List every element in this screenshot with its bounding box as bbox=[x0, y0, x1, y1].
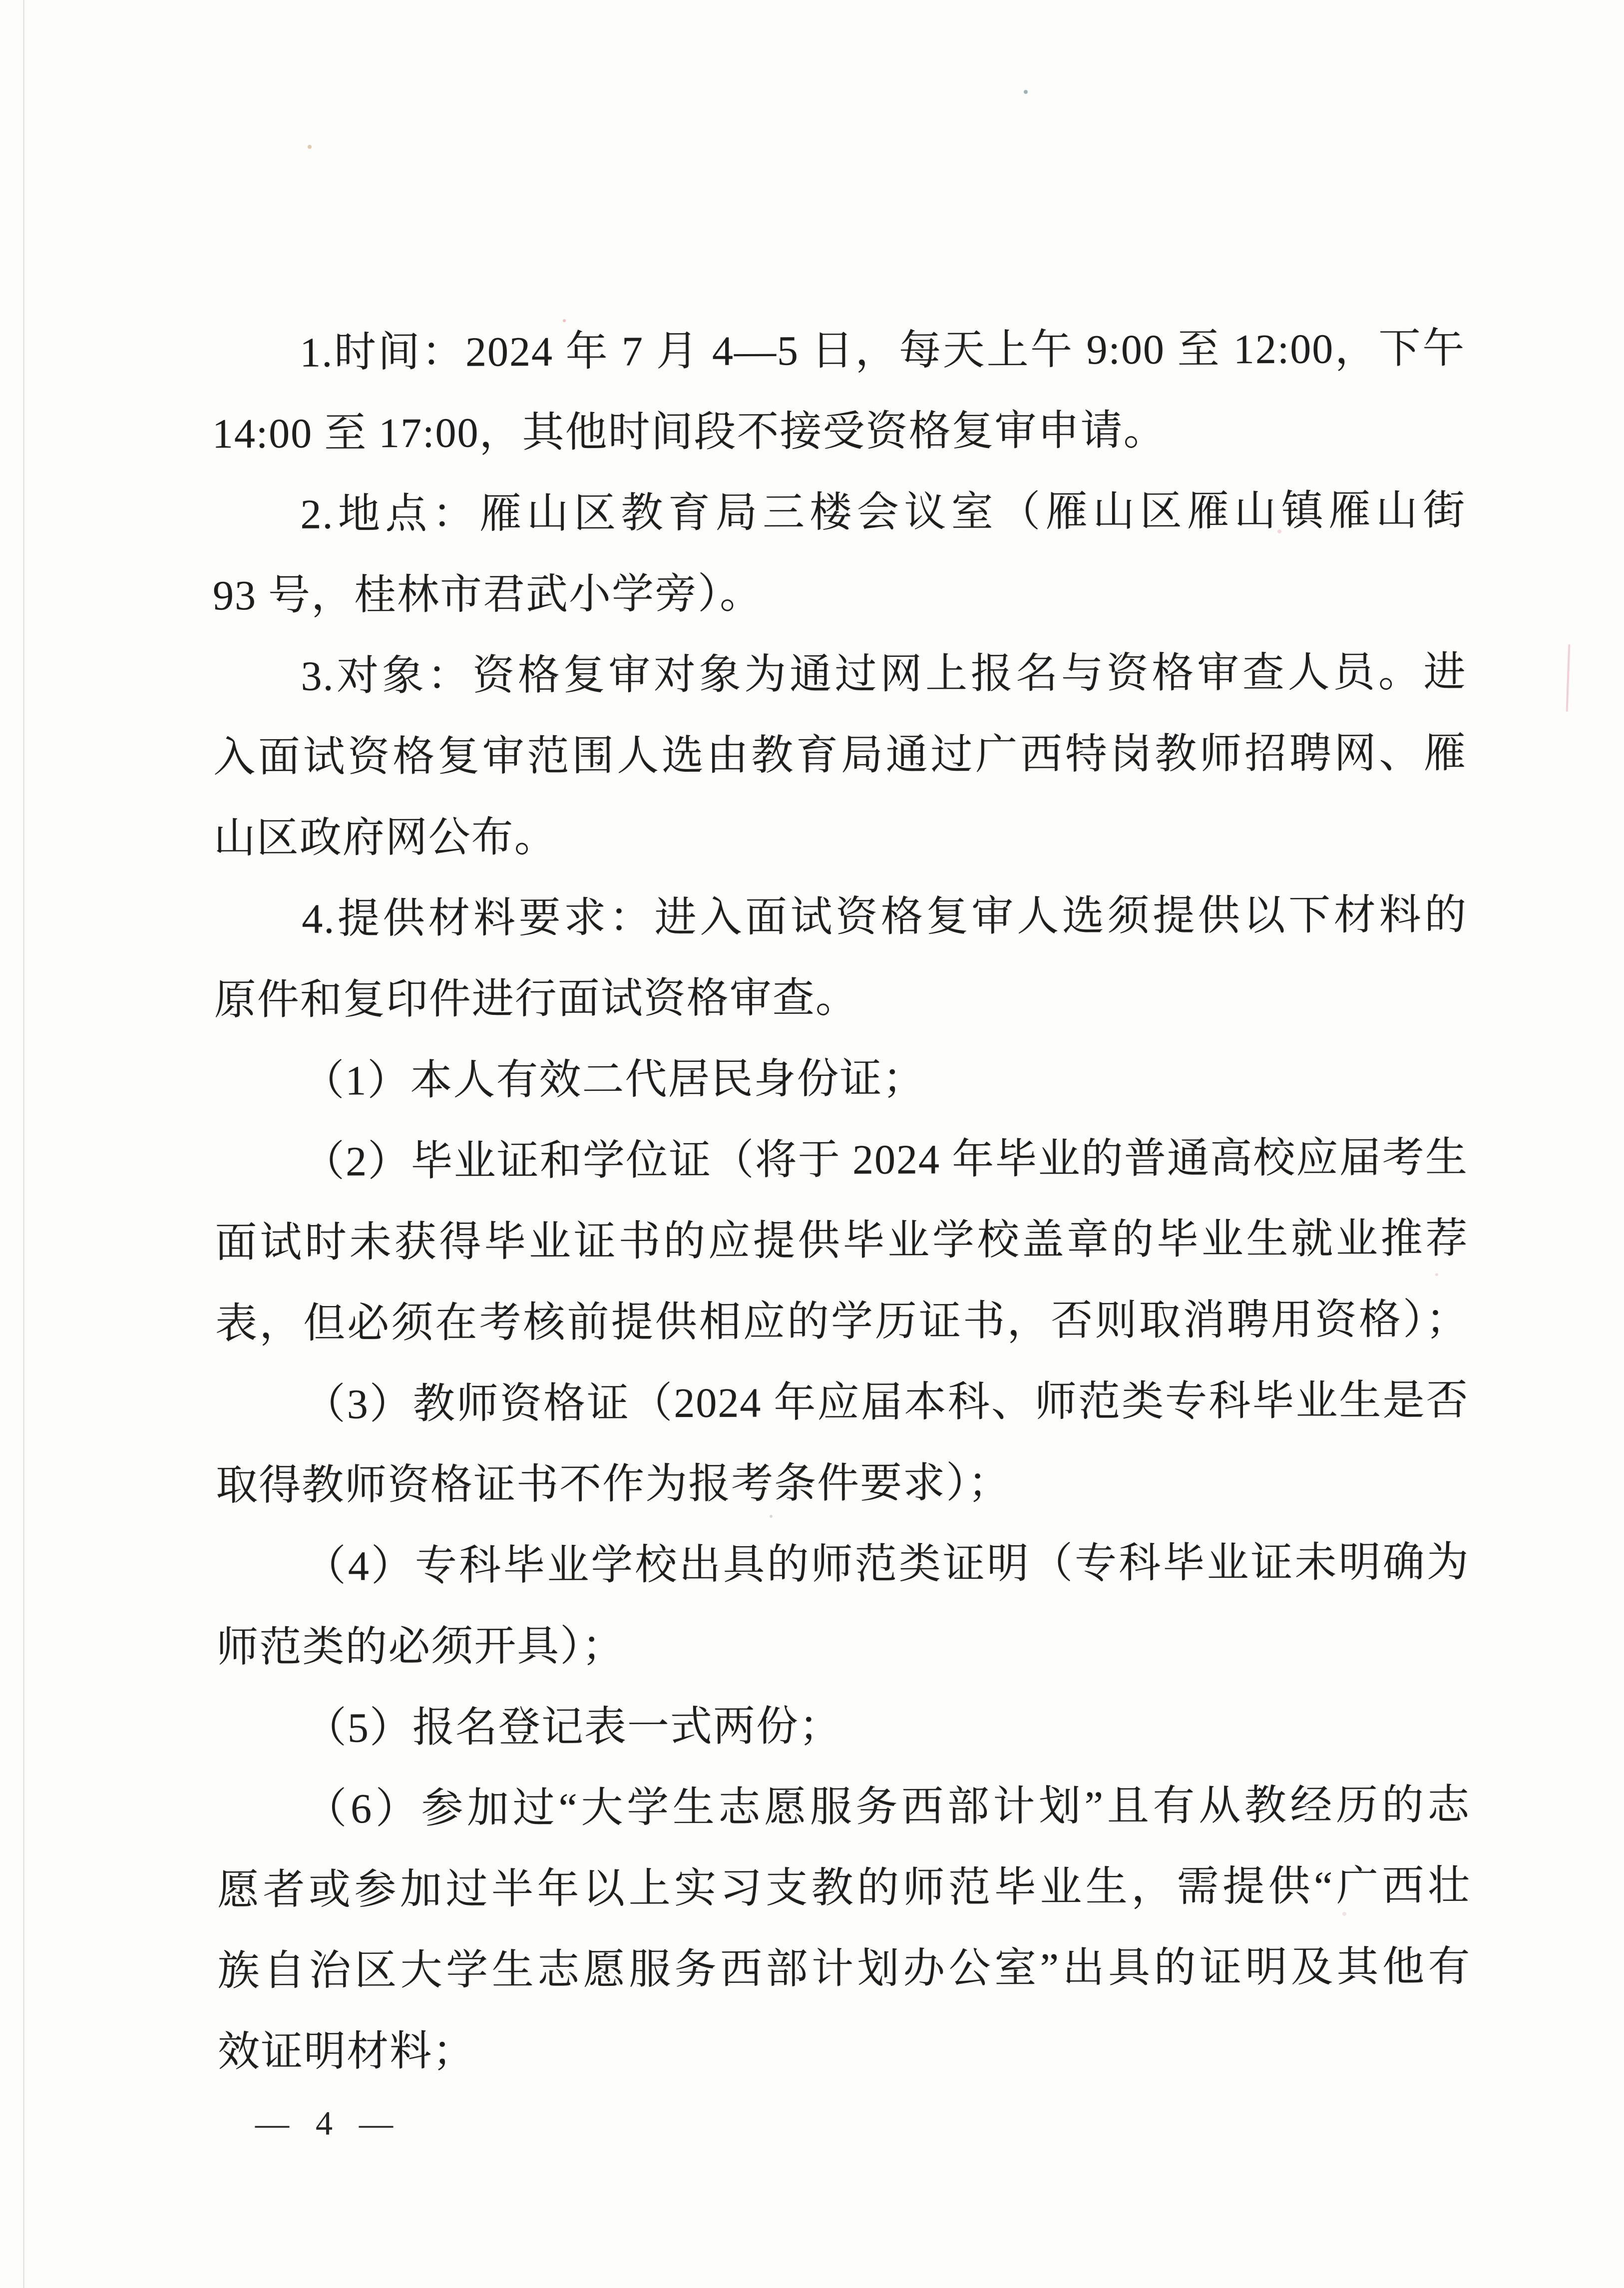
text-line: 2.地点：雁山区教育局三楼会议室（雁山区雁山镇雁山街 bbox=[300, 487, 1466, 538]
document-body bbox=[212, 309, 1471, 2093]
text-line: 1.时间：2024 年 7 月 4—5 日，每天上午 9:00 至 12:00，下午 bbox=[300, 325, 1466, 376]
text-line: 效证明材料； bbox=[218, 2028, 476, 2076]
text-line: （4）专科毕业学校出具的师范类证明（专科毕业证未明确为 bbox=[304, 1539, 1470, 1590]
text-line: （5）报名登记表一式两份； bbox=[304, 1703, 842, 1752]
text-line: 93 号，桂林市君武小学旁）。 bbox=[212, 570, 763, 619]
text-line: 山区政府网公布。 bbox=[213, 814, 557, 862]
text-line: （6）参加过“大学生志愿服务西部计划”且有从教经历的志 bbox=[305, 1782, 1471, 1832]
text-line: 入面试资格复审范围人选由教育局通过广西特岗教师招聘网、雁 bbox=[213, 730, 1467, 781]
scan-artifact-specks bbox=[0, 0, 2, 2]
text-line: 4.提供材料要求：进入面试资格复审人选须提供以下材料的 bbox=[302, 892, 1468, 942]
scan-artifact-streak bbox=[23, 0, 24, 2288]
text-line: （2）毕业证和学位证（将于 2024 年毕业的普通高校应届考生 bbox=[302, 1134, 1469, 1185]
text-line: 族自治区大学生志愿服务西部计划办公室”出具的证明及其他有 bbox=[217, 1943, 1471, 1995]
text-line: 3.对象：资格复审对象为通过网上报名与资格审查人员。进 bbox=[301, 649, 1467, 700]
text-line: 14:00 至 17:00，其他时间段不接受资格复审申请。 bbox=[212, 407, 1167, 458]
text-line: （3）教师资格证（2024 年应届本科、师范类专科毕业生是否 bbox=[303, 1377, 1469, 1428]
text-line: 原件和复印件进行面试资格审查。 bbox=[214, 974, 858, 1024]
text-line: 愿者或参加过半年以上实习支教的师范毕业生，需提供“广西壮 bbox=[217, 1862, 1471, 1914]
text-line: 师范类的必须开具）； bbox=[216, 1623, 625, 1671]
text-line: 表，但必须在考核前提供相应的学历证书，否则取消聘用资格）； bbox=[215, 1296, 1469, 1348]
text-line: 面试时未获得毕业证书的应提供毕业学校盖章的毕业生就业推荐 bbox=[215, 1215, 1469, 1267]
page-number: — 4 — bbox=[255, 2104, 395, 2142]
scan-artifact-mark bbox=[1566, 644, 1571, 712]
text-line: （1）本人有效二代居民身份证； bbox=[302, 1055, 926, 1104]
text-line: 取得教师资格证书不作为报考条件要求）； bbox=[216, 1459, 1011, 1509]
